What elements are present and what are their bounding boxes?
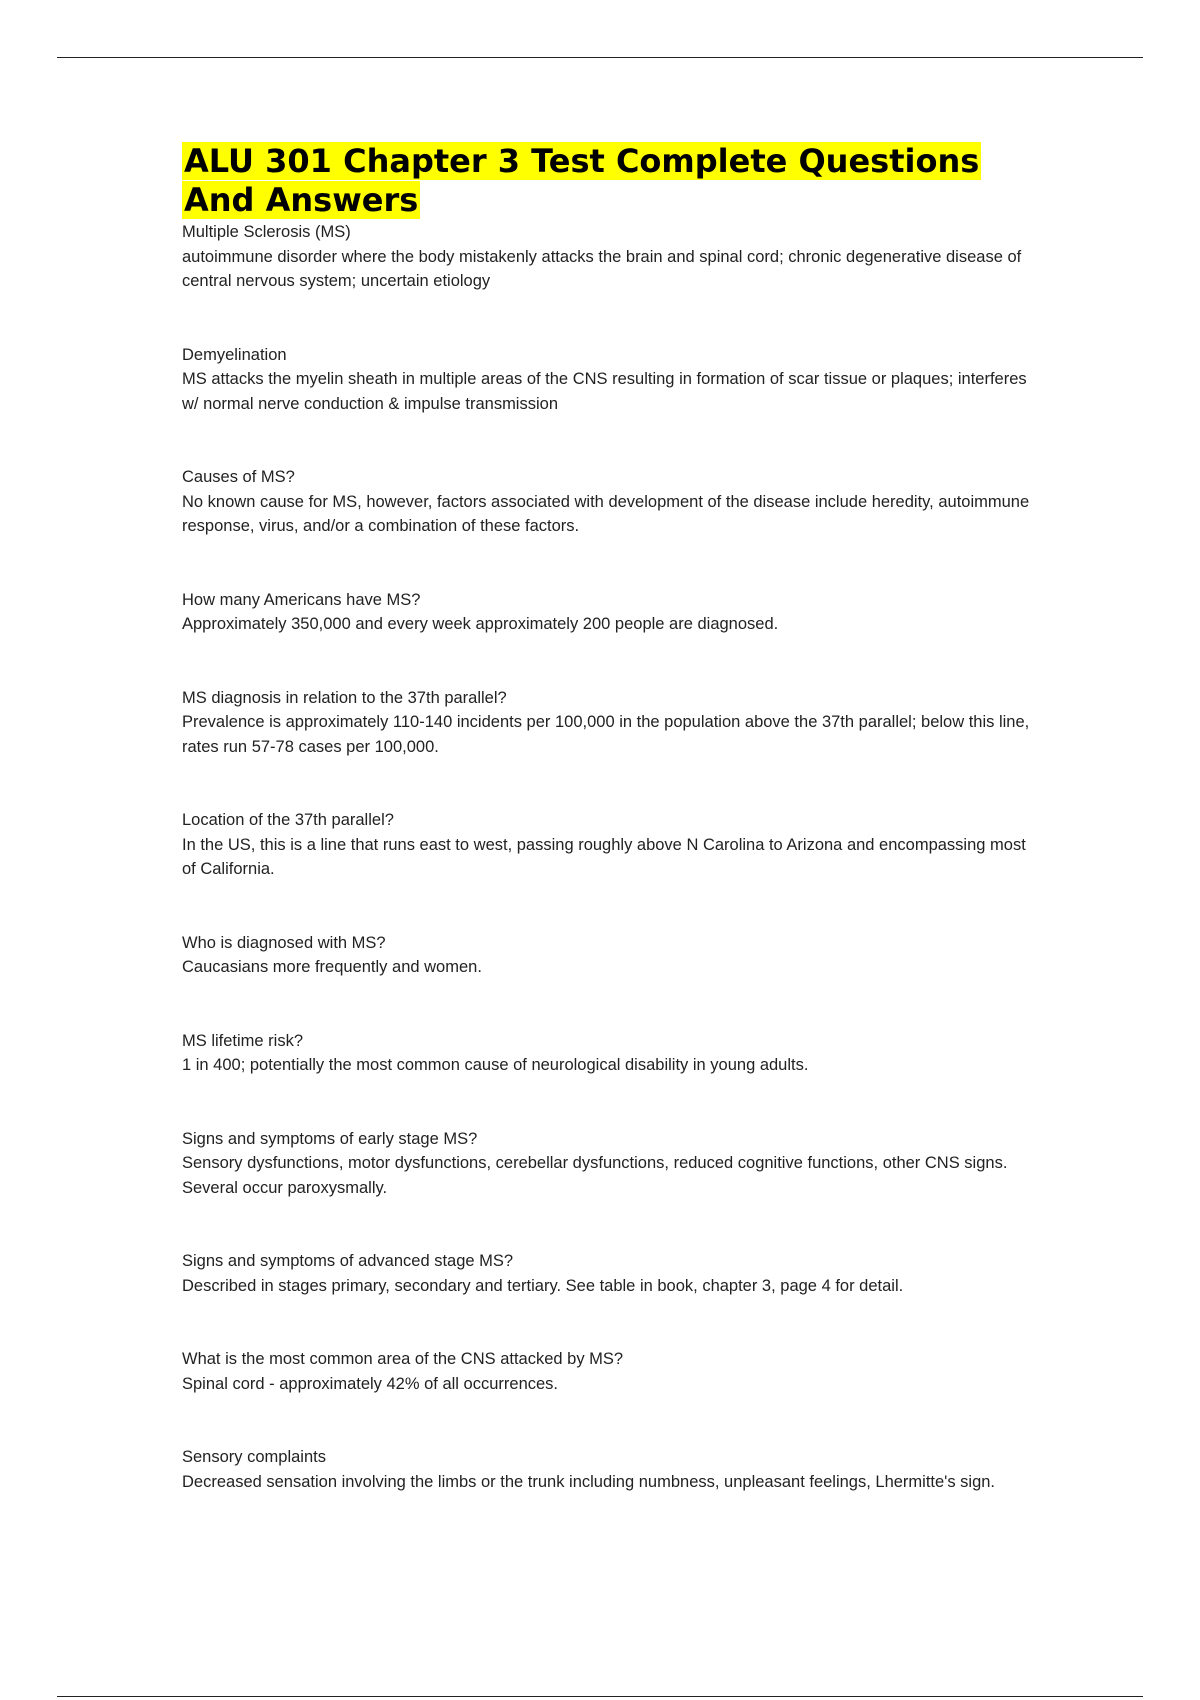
question: Signs and symptoms of early stage MS? bbox=[182, 1129, 478, 1148]
answer: Approximately 350,000 and every week approximately 200 people are diagnosed. bbox=[182, 615, 779, 633]
answer: Spinal cord - approximately 42% of all occurrences. bbox=[182, 1374, 559, 1393]
top-rule bbox=[57, 57, 1143, 58]
document-title bbox=[182, 142, 1042, 220]
qa-entry bbox=[182, 1029, 1042, 1078]
answer: In the US, this is a line that runs east to west, passing roughly above N Carolina to Arizona and encompassing most of California. bbox=[182, 835, 1026, 878]
qa-entry bbox=[182, 588, 1042, 637]
qa-entry bbox=[182, 808, 1042, 882]
question: How many Americans have MS? bbox=[182, 590, 421, 609]
bottom-rule bbox=[57, 1696, 1143, 1697]
answer: Prevalence is approximately 110-140 incidents per 100,000 in the population above the 37th parallel; below this line, rates run 57-78 cases per 100,000. bbox=[182, 713, 1030, 756]
qa-entry bbox=[182, 1127, 1042, 1201]
qa-entry bbox=[182, 343, 1042, 417]
question: Causes of MS? bbox=[182, 468, 295, 486]
question: Who is diagnosed with MS? bbox=[182, 933, 386, 952]
question: Demyelination bbox=[182, 345, 287, 364]
answer: Caucasians more frequently and women. bbox=[182, 958, 482, 976]
qa-entry bbox=[182, 1347, 1042, 1396]
qa-entry bbox=[182, 686, 1042, 760]
answer: No known cause for MS, however, factors associated with development of the disease include heredity, autoimmune response, virus, and/or a combination of these factors. bbox=[182, 492, 1030, 535]
qa-entry bbox=[182, 465, 1042, 539]
title-highlight: ALU 301 Chapter 3 Test Complete Questions And Answers bbox=[184, 142, 980, 219]
question: Sensory complaints bbox=[182, 1448, 326, 1466]
qa-entry bbox=[182, 931, 1042, 980]
answer: Sensory dysfunctions, motor dysfunctions, cerebellar dysfunctions, reduced cognitive functions, other CNS signs. Several occur paroxysmally. bbox=[182, 1154, 1008, 1197]
qa-entry bbox=[182, 220, 1042, 294]
answer: Described in stages primary, secondary and tertiary. See table in book, chapter 3, page 4 for detail. bbox=[182, 1276, 904, 1295]
document-body bbox=[182, 142, 1042, 1494]
question: Location of the 37th parallel? bbox=[182, 811, 394, 829]
answer: autoimmune disorder where the body mistakenly attacks the brain and spinal cord; chronic degenerative disease of central nervous system; uncertain etiology bbox=[182, 247, 1022, 290]
answer: 1 in 400; potentially the most common cause of neurological disability in young adults. bbox=[182, 1056, 809, 1074]
question: Multiple Sclerosis (MS) bbox=[182, 223, 351, 241]
question: Signs and symptoms of advanced stage MS? bbox=[182, 1252, 514, 1270]
question: What is the most common area of the CNS attacked by MS? bbox=[182, 1350, 624, 1368]
question: MS lifetime risk? bbox=[182, 1031, 304, 1050]
question: MS diagnosis in relation to the 37th parallel? bbox=[182, 688, 507, 707]
answer: MS attacks the myelin sheath in multiple areas of the CNS resulting in formation of scar tissue or plaques; interferes w/ normal nerve conduction & impulse transmission bbox=[182, 370, 1027, 413]
qa-entry bbox=[182, 1445, 1042, 1494]
qa-entry bbox=[182, 1249, 1042, 1298]
answer: Decreased sensation involving the limbs or the trunk including numbness, unpleasant feelings, Lhermitte's sign. bbox=[182, 1472, 996, 1491]
